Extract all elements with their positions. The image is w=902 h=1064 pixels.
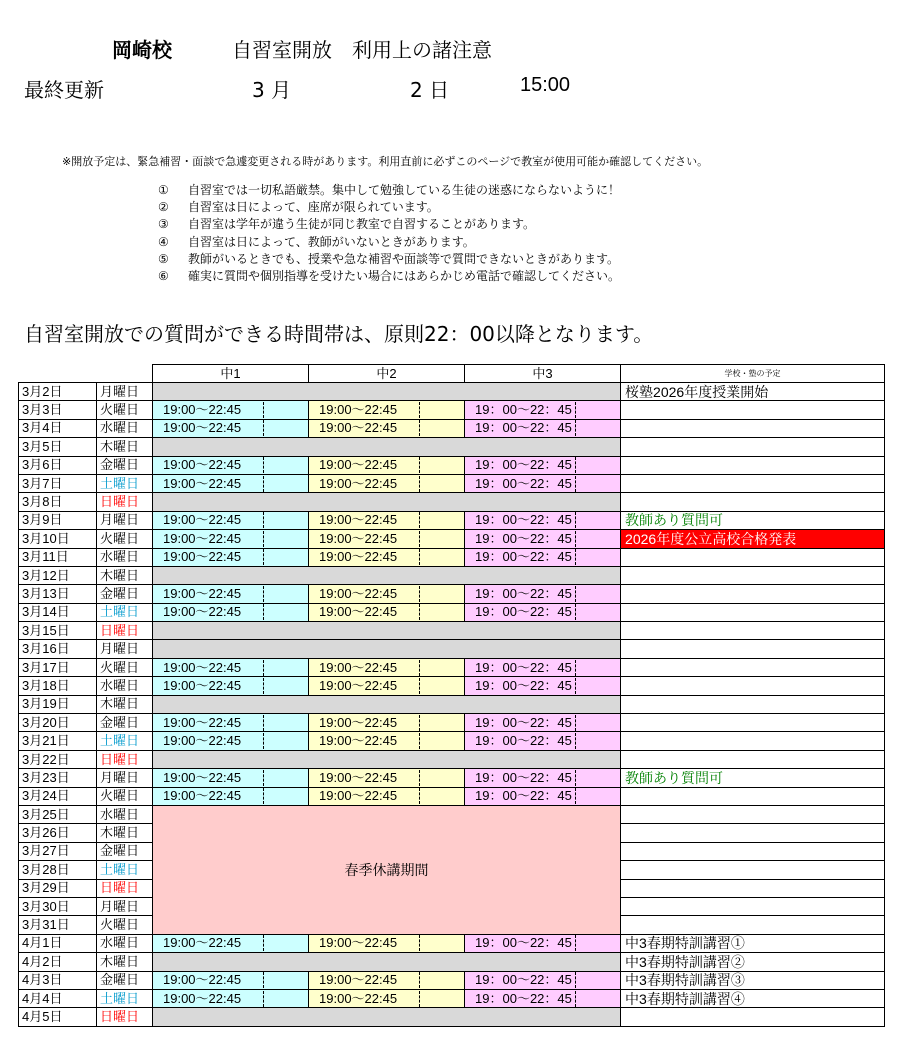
time-slot-grade-2 bbox=[309, 971, 465, 989]
schedule-note-cell: 中3春期特訓講習③ bbox=[621, 971, 885, 989]
weekday-cell: 日曜日 bbox=[97, 493, 153, 511]
rule-number: ④ bbox=[158, 234, 169, 249]
time-slot-grade-3 bbox=[465, 989, 621, 1007]
date-cell: 3月10日 bbox=[19, 530, 97, 548]
time-slot-grade-1 bbox=[153, 585, 309, 603]
weekday-cell: 木曜日 bbox=[97, 824, 153, 842]
time-slot-text: 19：00～22：45 bbox=[475, 531, 576, 547]
schedule-note-cell bbox=[621, 750, 885, 768]
date-cell: 3月26日 bbox=[19, 824, 97, 842]
time-slot-grade-3 bbox=[465, 714, 621, 732]
closed-cell bbox=[153, 640, 621, 658]
time-slot-text: 19:00～22:45 bbox=[319, 402, 420, 418]
date-cell: 3月8日 bbox=[19, 493, 97, 511]
time-slot-grade-1 bbox=[153, 658, 309, 676]
time-slot-grade-2 bbox=[309, 677, 465, 695]
time-slot-text: 19:00～22:45 bbox=[319, 476, 420, 492]
date-cell: 3月23日 bbox=[19, 769, 97, 787]
schedule-note-cell bbox=[621, 548, 885, 566]
schedule-note-cell: 教師あり質問可 bbox=[621, 511, 885, 529]
time-slot-text: 19:00～22:45 bbox=[319, 531, 420, 547]
time-slot-text: 19:00～22:45 bbox=[319, 604, 420, 620]
date-cell: 3月12日 bbox=[19, 566, 97, 584]
time-slot-text: 19:00～22:45 bbox=[163, 586, 264, 602]
table-row bbox=[19, 732, 885, 750]
weekday-cell: 土曜日 bbox=[97, 732, 153, 750]
time-slot-text: 19:00～22:45 bbox=[163, 420, 264, 436]
table-row bbox=[19, 530, 885, 548]
table-row bbox=[19, 511, 885, 529]
time-slot-grade-3 bbox=[465, 419, 621, 437]
time-slot-text: 19：00～22：45 bbox=[475, 402, 576, 418]
time-slot-text: 19:00～22:45 bbox=[163, 531, 264, 547]
time-slot-text: 19:00～22:45 bbox=[163, 678, 264, 694]
time-slot-text: 19:00～22:45 bbox=[319, 770, 420, 786]
weekday-cell: 月曜日 bbox=[97, 769, 153, 787]
rule-text: 自習室は日によって、教師がいないときがあります。 bbox=[188, 234, 475, 249]
time-slot-text: 19:00～22:45 bbox=[163, 715, 264, 731]
time-slot-grade-1 bbox=[153, 456, 309, 474]
date-cell: 4月3日 bbox=[19, 971, 97, 989]
time-slot-grade-3 bbox=[465, 511, 621, 529]
weekday-cell: 月曜日 bbox=[97, 511, 153, 529]
schedule-note-cell bbox=[621, 493, 885, 511]
schedule-note-cell bbox=[621, 842, 885, 860]
date-cell: 3月28日 bbox=[19, 861, 97, 879]
schedule-note-cell bbox=[621, 879, 885, 897]
table-row bbox=[19, 401, 885, 419]
time-slot-text: 19：00～22：45 bbox=[475, 549, 576, 565]
time-slot-text: 19:00～22:45 bbox=[163, 770, 264, 786]
closed-cell bbox=[153, 438, 621, 456]
table-row bbox=[19, 622, 885, 640]
weekday-cell: 土曜日 bbox=[97, 603, 153, 621]
rule-number: ② bbox=[158, 200, 169, 215]
time-slot-text: 19：00～22：45 bbox=[475, 476, 576, 492]
weekday-cell: 金曜日 bbox=[97, 456, 153, 474]
time-slot-text: 19：00～22：45 bbox=[475, 935, 576, 951]
rule-item bbox=[158, 216, 620, 233]
table-row bbox=[19, 677, 885, 695]
schedule-note-cell bbox=[621, 1008, 885, 1026]
date-cell: 3月9日 bbox=[19, 511, 97, 529]
date-cell: 3月20日 bbox=[19, 714, 97, 732]
schedule-note-cell bbox=[621, 824, 885, 842]
schedule-note-cell bbox=[621, 732, 885, 750]
time-slot-text: 19:00～22:45 bbox=[319, 512, 420, 528]
time-slot-grade-1 bbox=[153, 971, 309, 989]
rule-item bbox=[158, 182, 620, 199]
date-cell: 3月17日 bbox=[19, 658, 97, 676]
time-slot-text: 19:00～22:45 bbox=[163, 549, 264, 565]
schedule-note-cell bbox=[621, 603, 885, 621]
time-slot-grade-3 bbox=[465, 585, 621, 603]
time-slot-grade-3 bbox=[465, 769, 621, 787]
time-slot-grade-2 bbox=[309, 769, 465, 787]
table-row bbox=[19, 640, 885, 658]
time-slot-grade-3 bbox=[465, 401, 621, 419]
time-slot-text: 19:00～22:45 bbox=[163, 457, 264, 473]
rule-item bbox=[158, 199, 620, 216]
time-slot-grade-1 bbox=[153, 769, 309, 787]
weekday-cell: 火曜日 bbox=[97, 530, 153, 548]
weekday-cell: 日曜日 bbox=[97, 879, 153, 897]
schedule-table bbox=[18, 364, 885, 1027]
weekday-cell: 火曜日 bbox=[97, 787, 153, 805]
time-slot-text: 19：00～22：45 bbox=[475, 420, 576, 436]
rule-item bbox=[158, 234, 620, 251]
schedule-note-cell bbox=[621, 456, 885, 474]
date-cell: 3月3日 bbox=[19, 401, 97, 419]
time-slot-text: 19:00～22:45 bbox=[163, 604, 264, 620]
closed-cell bbox=[153, 493, 621, 511]
time-slot-grade-1 bbox=[153, 989, 309, 1007]
table-row bbox=[19, 493, 885, 511]
schedule-note-cell bbox=[621, 714, 885, 732]
table-row bbox=[19, 1008, 885, 1026]
date-cell: 3月2日 bbox=[19, 383, 97, 401]
date-cell: 3月15日 bbox=[19, 622, 97, 640]
weekday-cell: 日曜日 bbox=[97, 622, 153, 640]
date-cell: 3月13日 bbox=[19, 585, 97, 603]
rule-text: 自習室は学年が違う生徒が同じ教室で自習することがあります。 bbox=[188, 217, 536, 232]
rule-item bbox=[158, 251, 620, 268]
weekday-cell: 土曜日 bbox=[97, 861, 153, 879]
date-cell: 3月25日 bbox=[19, 805, 97, 823]
time-slot-grade-3 bbox=[465, 934, 621, 952]
table-row bbox=[19, 971, 885, 989]
time-slot-text: 19：00～22：45 bbox=[475, 457, 576, 473]
schedule-note-cell bbox=[621, 861, 885, 879]
weekday-cell: 土曜日 bbox=[97, 474, 153, 492]
table-row bbox=[19, 438, 885, 456]
spring-vacation-cell: 春季休講期間 bbox=[153, 805, 621, 934]
page-title: 自習室開放 利用上の諸注意 bbox=[232, 38, 492, 62]
date-cell: 3月14日 bbox=[19, 603, 97, 621]
date-cell: 4月1日 bbox=[19, 934, 97, 952]
time-slot-grade-3 bbox=[465, 677, 621, 695]
time-slot-text: 19:00～22:45 bbox=[319, 678, 420, 694]
rule-item bbox=[158, 268, 620, 285]
date-cell: 3月6日 bbox=[19, 456, 97, 474]
time-slot-text: 19：00～22：45 bbox=[475, 733, 576, 749]
table-row bbox=[19, 805, 885, 823]
time-slot-grade-3 bbox=[465, 971, 621, 989]
weekday-cell: 水曜日 bbox=[97, 677, 153, 695]
schedule-note-cell bbox=[621, 474, 885, 492]
table-row bbox=[19, 585, 885, 603]
time-slot-grade-2 bbox=[309, 511, 465, 529]
time-slot-text: 19：00～22：45 bbox=[475, 972, 576, 988]
table-row bbox=[19, 989, 885, 1007]
weekday-cell: 日曜日 bbox=[97, 750, 153, 768]
time-slot-grade-2 bbox=[309, 474, 465, 492]
time-slot-text: 19:00～22:45 bbox=[163, 476, 264, 492]
updated-day: 2 日 bbox=[410, 78, 450, 102]
weekday-cell: 金曜日 bbox=[97, 714, 153, 732]
schedule-note-cell bbox=[621, 622, 885, 640]
schedule-note-cell bbox=[621, 419, 885, 437]
time-slot-text: 19:00～22:45 bbox=[163, 935, 264, 951]
weekday-cell: 月曜日 bbox=[97, 383, 153, 401]
time-slot-grade-1 bbox=[153, 530, 309, 548]
closed-cell bbox=[153, 953, 621, 971]
time-slot-text: 19：00～22：45 bbox=[475, 604, 576, 620]
time-slot-grade-1 bbox=[153, 934, 309, 952]
date-cell: 4月5日 bbox=[19, 1008, 97, 1026]
weekday-cell: 月曜日 bbox=[97, 640, 153, 658]
closed-cell bbox=[153, 1008, 621, 1026]
rule-text: 自習室は日によって、座席が限られています。 bbox=[188, 200, 439, 215]
table-header-row bbox=[19, 365, 885, 383]
time-slot-text: 19：00～22：45 bbox=[475, 788, 576, 804]
time-slot-text: 19：00～22：45 bbox=[475, 678, 576, 694]
header-blank-cell bbox=[19, 365, 153, 383]
table-row bbox=[19, 603, 885, 621]
date-cell: 3月22日 bbox=[19, 750, 97, 768]
time-slot-grade-2 bbox=[309, 714, 465, 732]
weekday-cell: 火曜日 bbox=[97, 916, 153, 934]
grade-1-header: 中1 bbox=[153, 365, 309, 383]
closed-cell bbox=[153, 695, 621, 713]
table-row bbox=[19, 419, 885, 437]
date-cell: 3月29日 bbox=[19, 879, 97, 897]
schedule-note-cell bbox=[621, 438, 885, 456]
schedule-change-notice: ※開放予定は、緊急補習・面談で急遽変更される時があります。利用直前に必ずこのページで教室が使用可能か確認してください。 bbox=[62, 155, 709, 168]
table-row bbox=[19, 769, 885, 787]
rule-text: 確実に質問や個別指導を受けたい場合にはあらかじめ電話で確認してください。 bbox=[188, 269, 621, 284]
time-slot-text: 19:00～22:45 bbox=[319, 935, 420, 951]
time-slot-grade-3 bbox=[465, 787, 621, 805]
weekday-cell: 水曜日 bbox=[97, 548, 153, 566]
date-cell: 4月4日 bbox=[19, 989, 97, 1007]
schedule-note-cell: 中3春期特訓講習① bbox=[621, 934, 885, 952]
schedule-note-cell bbox=[621, 695, 885, 713]
updated-label: 最終更新 bbox=[24, 78, 104, 102]
closed-cell bbox=[153, 566, 621, 584]
date-cell: 3月27日 bbox=[19, 842, 97, 860]
time-slot-text: 19:00～22:45 bbox=[319, 733, 420, 749]
time-slot-grade-1 bbox=[153, 603, 309, 621]
time-slot-grade-2 bbox=[309, 530, 465, 548]
schedule-note-cell bbox=[621, 585, 885, 603]
time-slot-grade-2 bbox=[309, 585, 465, 603]
time-slot-grade-2 bbox=[309, 989, 465, 1007]
time-slot-text: 19：00～22：45 bbox=[475, 660, 576, 676]
date-cell: 3月24日 bbox=[19, 787, 97, 805]
time-slot-text: 19:00～22:45 bbox=[319, 660, 420, 676]
table-row bbox=[19, 383, 885, 401]
schedule-note-cell bbox=[621, 916, 885, 934]
rule-number: ⑥ bbox=[158, 269, 169, 284]
weekday-cell: 水曜日 bbox=[97, 805, 153, 823]
weekday-cell: 日曜日 bbox=[97, 1008, 153, 1026]
time-slot-grade-3 bbox=[465, 603, 621, 621]
time-slot-text: 19：00～22：45 bbox=[475, 715, 576, 731]
time-slot-grade-1 bbox=[153, 714, 309, 732]
time-slot-text: 19:00～22:45 bbox=[319, 991, 420, 1007]
schedule-note-cell bbox=[621, 566, 885, 584]
table-row bbox=[19, 787, 885, 805]
table-row bbox=[19, 934, 885, 952]
table-row bbox=[19, 658, 885, 676]
date-cell: 3月30日 bbox=[19, 897, 97, 915]
closed-cell bbox=[153, 750, 621, 768]
time-slot-grade-3 bbox=[465, 732, 621, 750]
date-cell: 3月16日 bbox=[19, 640, 97, 658]
closed-cell bbox=[153, 622, 621, 640]
schedule-header: 学校・塾の予定 bbox=[621, 365, 885, 383]
date-cell: 3月19日 bbox=[19, 695, 97, 713]
table-row bbox=[19, 750, 885, 768]
weekday-cell: 木曜日 bbox=[97, 566, 153, 584]
weekday-cell: 土曜日 bbox=[97, 989, 153, 1007]
time-slot-grade-2 bbox=[309, 456, 465, 474]
weekday-cell: 月曜日 bbox=[97, 897, 153, 915]
weekday-cell: 金曜日 bbox=[97, 585, 153, 603]
time-slot-text: 19:00～22:45 bbox=[319, 586, 420, 602]
weekday-cell: 木曜日 bbox=[97, 953, 153, 971]
time-slot-text: 19:00～22:45 bbox=[319, 972, 420, 988]
time-slot-grade-1 bbox=[153, 787, 309, 805]
date-cell: 3月31日 bbox=[19, 916, 97, 934]
weekday-cell: 金曜日 bbox=[97, 842, 153, 860]
date-cell: 3月21日 bbox=[19, 732, 97, 750]
weekday-cell: 水曜日 bbox=[97, 934, 153, 952]
time-slot-grade-2 bbox=[309, 419, 465, 437]
time-slot-grade-2 bbox=[309, 603, 465, 621]
rule-text: 教師がいるときでも、授業や急な補習や面談等で質問できないときがあります。 bbox=[188, 251, 620, 266]
time-slot-grade-1 bbox=[153, 548, 309, 566]
schedule-note-cell bbox=[621, 897, 885, 915]
time-slot-text: 19:00～22:45 bbox=[319, 788, 420, 804]
rule-text: 自習室では一切私語厳禁。集中して勉強している生徒の迷惑にならないように！ bbox=[188, 183, 621, 197]
schedule-note-cell bbox=[621, 658, 885, 676]
grade-2-header: 中2 bbox=[309, 365, 465, 383]
time-slot-text: 19:00～22:45 bbox=[163, 512, 264, 528]
schedule-note-cell: 中3春期特訓講習④ bbox=[621, 989, 885, 1007]
time-slot-text: 19:00～22:45 bbox=[319, 457, 420, 473]
date-cell: 3月18日 bbox=[19, 677, 97, 695]
time-slot-text: 19:00～22:45 bbox=[163, 972, 264, 988]
schedule-note-cell bbox=[621, 401, 885, 419]
updated-time: 15:00 bbox=[520, 74, 571, 96]
table-row bbox=[19, 714, 885, 732]
date-cell: 3月7日 bbox=[19, 474, 97, 492]
table-row bbox=[19, 456, 885, 474]
time-slot-grade-1 bbox=[153, 419, 309, 437]
time-slot-text: 19:00～22:45 bbox=[319, 549, 420, 565]
time-slot-text: 19：00～22：45 bbox=[475, 991, 576, 1007]
table-row bbox=[19, 474, 885, 492]
rule-number: ① bbox=[158, 183, 169, 197]
time-slot-grade-3 bbox=[465, 658, 621, 676]
time-slot-grade-2 bbox=[309, 548, 465, 566]
table-row bbox=[19, 548, 885, 566]
time-slot-grade-3 bbox=[465, 474, 621, 492]
time-slot-grade-2 bbox=[309, 401, 465, 419]
date-cell: 4月2日 bbox=[19, 953, 97, 971]
schedule-note-cell bbox=[621, 787, 885, 805]
time-slot-grade-3 bbox=[465, 548, 621, 566]
question-time-note: 自習室開放での質問ができる時間帯は、原則22：00以降となります。 bbox=[24, 322, 654, 346]
grade-3-header: 中3 bbox=[465, 365, 621, 383]
schedule-note-cell bbox=[621, 677, 885, 695]
date-cell: 3月4日 bbox=[19, 419, 97, 437]
rule-number: ③ bbox=[158, 217, 169, 232]
time-slot-text: 19：00～22：45 bbox=[475, 512, 576, 528]
time-slot-grade-2 bbox=[309, 658, 465, 676]
time-slot-grade-1 bbox=[153, 732, 309, 750]
schedule-note-cell: 教師あり質問可 bbox=[621, 769, 885, 787]
time-slot-grade-2 bbox=[309, 934, 465, 952]
closed-cell bbox=[153, 383, 621, 401]
time-slot-text: 19：00～22：45 bbox=[475, 586, 576, 602]
weekday-cell: 木曜日 bbox=[97, 695, 153, 713]
rule-number: ⑤ bbox=[158, 251, 169, 266]
weekday-cell: 火曜日 bbox=[97, 658, 153, 676]
time-slot-text: 19:00～22:45 bbox=[163, 788, 264, 804]
weekday-cell: 水曜日 bbox=[97, 419, 153, 437]
time-slot-grade-1 bbox=[153, 677, 309, 695]
weekday-cell: 木曜日 bbox=[97, 438, 153, 456]
time-slot-text: 19：00～22：45 bbox=[475, 770, 576, 786]
table-row bbox=[19, 953, 885, 971]
time-slot-text: 19:00～22:45 bbox=[163, 991, 264, 1007]
time-slot-grade-2 bbox=[309, 732, 465, 750]
schedule-note-cell: 2026年度公立高校合格発表 bbox=[621, 530, 885, 548]
time-slot-grade-1 bbox=[153, 401, 309, 419]
weekday-cell: 金曜日 bbox=[97, 971, 153, 989]
table-row bbox=[19, 566, 885, 584]
schedule-note-cell bbox=[621, 640, 885, 658]
schedule-note-cell: 桜塾2026年度授業開始 bbox=[621, 383, 885, 401]
time-slot-grade-3 bbox=[465, 530, 621, 548]
time-slot-grade-1 bbox=[153, 511, 309, 529]
schedule-note-cell: 中3春期特訓講習② bbox=[621, 953, 885, 971]
schedule-note-cell bbox=[621, 805, 885, 823]
time-slot-text: 19:00～22:45 bbox=[163, 402, 264, 418]
time-slot-grade-2 bbox=[309, 787, 465, 805]
date-cell: 3月5日 bbox=[19, 438, 97, 456]
updated-month: 3 月 bbox=[252, 78, 292, 102]
date-cell: 3月11日 bbox=[19, 548, 97, 566]
weekday-cell: 火曜日 bbox=[97, 401, 153, 419]
time-slot-grade-1 bbox=[153, 474, 309, 492]
usage-rules-list bbox=[158, 182, 620, 285]
time-slot-text: 19:00～22:45 bbox=[163, 660, 264, 676]
time-slot-text: 19:00～22:45 bbox=[163, 733, 264, 749]
table-row bbox=[19, 695, 885, 713]
time-slot-text: 19:00～22:45 bbox=[319, 420, 420, 436]
time-slot-grade-3 bbox=[465, 456, 621, 474]
time-slot-text: 19:00～22:45 bbox=[319, 715, 420, 731]
school-name: 岡崎校 bbox=[112, 38, 172, 62]
